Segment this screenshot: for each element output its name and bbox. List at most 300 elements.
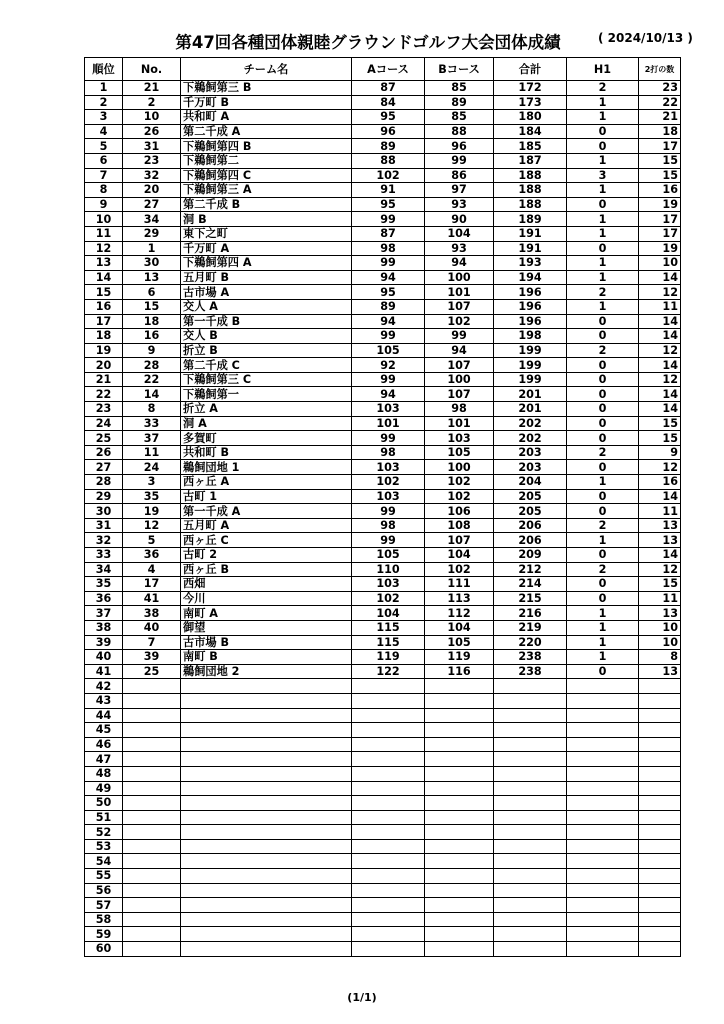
two-strokes-cell: 19 [639, 197, 681, 212]
total-cell: 216 [494, 606, 567, 621]
no-cell: 23 [123, 153, 181, 168]
table-row [85, 475, 681, 490]
b-course-cell [425, 723, 494, 738]
rank-cell: 34 [85, 562, 123, 577]
team-name-cell: 西ヶ丘 A [181, 475, 352, 490]
rank-cell: 7 [85, 168, 123, 183]
no-cell: 9 [123, 343, 181, 358]
no-cell: 41 [123, 591, 181, 606]
rank-cell: 11 [85, 226, 123, 241]
rank-cell: 55 [85, 869, 123, 884]
rank-cell: 5 [85, 139, 123, 154]
total-cell [494, 883, 567, 898]
two-strokes-cell [639, 927, 681, 942]
table-row [85, 912, 681, 927]
team-name-cell: 鵜飼団地 1 [181, 460, 352, 475]
two-strokes-cell: 13 [639, 518, 681, 533]
rank-cell: 40 [85, 650, 123, 665]
table-row [85, 591, 681, 606]
team-name-cell: 下鵜飼第四 C [181, 168, 352, 183]
total-cell [494, 723, 567, 738]
rank-cell: 32 [85, 533, 123, 548]
b-course-cell [425, 752, 494, 767]
table-row [85, 839, 681, 854]
team-name-cell [181, 752, 352, 767]
h1-cell: 1 [567, 212, 639, 227]
rank-cell: 16 [85, 299, 123, 314]
total-cell [494, 942, 567, 957]
rank-cell: 38 [85, 620, 123, 635]
h1-cell [567, 708, 639, 723]
table-row [85, 562, 681, 577]
two-strokes-cell: 8 [639, 650, 681, 665]
h1-cell: 2 [567, 285, 639, 300]
table-row [85, 577, 681, 592]
b-course-cell: 108 [425, 518, 494, 533]
two-strokes-cell: 17 [639, 212, 681, 227]
a-course-cell [352, 723, 425, 738]
rank-cell: 60 [85, 942, 123, 957]
no-cell: 32 [123, 168, 181, 183]
a-course-cell [352, 927, 425, 942]
two-strokes-cell: 19 [639, 241, 681, 256]
no-cell: 6 [123, 285, 181, 300]
h1-cell: 0 [567, 197, 639, 212]
a-course-cell [352, 679, 425, 694]
rank-cell: 12 [85, 241, 123, 256]
h1-cell: 0 [567, 402, 639, 417]
two-strokes-cell [639, 912, 681, 927]
h1-cell [567, 942, 639, 957]
no-cell: 10 [123, 110, 181, 125]
a-course-cell: 92 [352, 358, 425, 373]
table-row [85, 197, 681, 212]
two-strokes-cell: 10 [639, 620, 681, 635]
no-cell: 40 [123, 620, 181, 635]
b-course-cell: 100 [425, 372, 494, 387]
a-course-cell: 105 [352, 343, 425, 358]
team-name-cell: 下鵜飼第一 [181, 387, 352, 402]
h1-cell: 1 [567, 650, 639, 665]
team-name-cell: 共和町 B [181, 445, 352, 460]
no-cell [123, 737, 181, 752]
two-strokes-cell: 13 [639, 606, 681, 621]
rank-cell: 3 [85, 110, 123, 125]
two-strokes-cell [639, 796, 681, 811]
rank-cell: 17 [85, 314, 123, 329]
table-row [85, 781, 681, 796]
b-course-cell: 100 [425, 460, 494, 475]
a-course-cell [352, 912, 425, 927]
team-name-cell: 古町 1 [181, 489, 352, 504]
two-strokes-cell [639, 942, 681, 957]
table-row [85, 942, 681, 957]
table-row [85, 445, 681, 460]
table-row [85, 854, 681, 869]
h1-cell: 0 [567, 372, 639, 387]
a-course-cell: 99 [352, 372, 425, 387]
team-name-cell: 第一千成 B [181, 314, 352, 329]
a-course-cell [352, 766, 425, 781]
total-cell: 201 [494, 387, 567, 402]
h1-cell: 2 [567, 562, 639, 577]
total-cell: 191 [494, 226, 567, 241]
total-cell [494, 752, 567, 767]
b-course-cell: 85 [425, 81, 494, 96]
rank-cell: 54 [85, 854, 123, 869]
h1-cell: 0 [567, 431, 639, 446]
a-course-cell: 103 [352, 489, 425, 504]
two-strokes-cell [639, 810, 681, 825]
total-cell: 188 [494, 197, 567, 212]
table-row [85, 358, 681, 373]
total-cell: 212 [494, 562, 567, 577]
no-cell: 25 [123, 664, 181, 679]
b-course-cell: 106 [425, 504, 494, 519]
b-course-cell [425, 869, 494, 884]
rank-cell: 30 [85, 504, 123, 519]
two-strokes-cell: 12 [639, 460, 681, 475]
team-name-cell [181, 883, 352, 898]
b-course-cell: 113 [425, 591, 494, 606]
two-strokes-cell: 14 [639, 387, 681, 402]
a-course-cell [352, 781, 425, 796]
team-name-cell: 西ヶ丘 C [181, 533, 352, 548]
b-course-cell: 98 [425, 402, 494, 417]
no-cell: 36 [123, 548, 181, 563]
col-rank-header: 順位 [85, 58, 123, 81]
a-course-cell [352, 737, 425, 752]
total-cell: 215 [494, 591, 567, 606]
table-row [85, 723, 681, 738]
two-strokes-cell: 15 [639, 431, 681, 446]
b-course-cell: 107 [425, 299, 494, 314]
event-date: ( 2024/10/13 ) [598, 31, 693, 45]
b-course-cell [425, 693, 494, 708]
table-row [85, 489, 681, 504]
table-row [85, 256, 681, 271]
team-name-cell [181, 942, 352, 957]
a-course-cell: 89 [352, 299, 425, 314]
two-strokes-cell: 9 [639, 445, 681, 460]
no-cell: 14 [123, 387, 181, 402]
two-strokes-cell: 10 [639, 635, 681, 650]
h1-cell: 1 [567, 270, 639, 285]
b-course-cell: 102 [425, 475, 494, 490]
table-row [85, 883, 681, 898]
table-row [85, 504, 681, 519]
team-name-cell [181, 796, 352, 811]
b-course-cell: 93 [425, 241, 494, 256]
rank-cell: 41 [85, 664, 123, 679]
total-cell: 199 [494, 343, 567, 358]
total-cell: 209 [494, 548, 567, 563]
team-name-cell: 鵜飼団地 2 [181, 664, 352, 679]
team-name-cell: 東下之町 [181, 226, 352, 241]
two-strokes-cell [639, 869, 681, 884]
a-course-cell: 96 [352, 124, 425, 139]
table-row [85, 620, 681, 635]
team-name-cell [181, 810, 352, 825]
team-name-cell: 下鵜飼第四 A [181, 256, 352, 271]
no-cell: 3 [123, 475, 181, 490]
team-name-cell: 下鵜飼第二 [181, 153, 352, 168]
table-row [85, 285, 681, 300]
no-cell [123, 693, 181, 708]
total-cell [494, 679, 567, 694]
a-course-cell: 103 [352, 402, 425, 417]
b-course-cell [425, 854, 494, 869]
a-course-cell: 99 [352, 212, 425, 227]
no-cell: 19 [123, 504, 181, 519]
rank-cell: 35 [85, 577, 123, 592]
a-course-cell: 87 [352, 81, 425, 96]
no-cell: 24 [123, 460, 181, 475]
no-cell [123, 766, 181, 781]
total-cell [494, 796, 567, 811]
no-cell: 7 [123, 635, 181, 650]
total-cell [494, 912, 567, 927]
total-cell: 194 [494, 270, 567, 285]
total-cell [494, 839, 567, 854]
total-cell: 205 [494, 504, 567, 519]
no-cell [123, 912, 181, 927]
b-course-cell [425, 766, 494, 781]
total-cell: 199 [494, 358, 567, 373]
no-cell [123, 781, 181, 796]
a-course-cell: 95 [352, 197, 425, 212]
table-row [85, 431, 681, 446]
no-cell [123, 854, 181, 869]
rank-cell: 48 [85, 766, 123, 781]
b-course-cell [425, 898, 494, 913]
team-name-cell: 五月町 B [181, 270, 352, 285]
b-course-cell: 100 [425, 270, 494, 285]
no-cell: 30 [123, 256, 181, 271]
rank-cell: 44 [85, 708, 123, 723]
table-row [85, 226, 681, 241]
a-course-cell: 104 [352, 606, 425, 621]
table-row [85, 416, 681, 431]
a-course-cell: 103 [352, 577, 425, 592]
table-row [85, 124, 681, 139]
team-name-cell: 第一千成 A [181, 504, 352, 519]
h1-cell: 2 [567, 343, 639, 358]
two-strokes-cell [639, 825, 681, 840]
rank-cell: 45 [85, 723, 123, 738]
rank-cell: 13 [85, 256, 123, 271]
two-strokes-cell: 15 [639, 153, 681, 168]
b-course-cell: 86 [425, 168, 494, 183]
b-course-cell: 111 [425, 577, 494, 592]
table-row [85, 168, 681, 183]
rank-cell: 6 [85, 153, 123, 168]
h1-cell: 0 [567, 241, 639, 256]
two-strokes-cell: 16 [639, 475, 681, 490]
b-course-cell: 89 [425, 95, 494, 110]
a-course-cell [352, 810, 425, 825]
b-course-cell: 105 [425, 635, 494, 650]
total-cell: 185 [494, 139, 567, 154]
h1-cell [567, 693, 639, 708]
total-cell: 214 [494, 577, 567, 592]
no-cell [123, 810, 181, 825]
b-course-cell [425, 839, 494, 854]
total-cell [494, 766, 567, 781]
team-name-cell [181, 854, 352, 869]
no-cell: 35 [123, 489, 181, 504]
b-course-cell: 88 [425, 124, 494, 139]
table-row [85, 212, 681, 227]
no-cell: 4 [123, 562, 181, 577]
h1-cell: 1 [567, 620, 639, 635]
a-course-cell: 87 [352, 226, 425, 241]
h1-cell: 3 [567, 168, 639, 183]
no-cell [123, 869, 181, 884]
total-cell: 203 [494, 460, 567, 475]
total-cell: 238 [494, 664, 567, 679]
no-cell: 1 [123, 241, 181, 256]
rank-cell: 27 [85, 460, 123, 475]
table-row [85, 329, 681, 344]
two-strokes-cell [639, 737, 681, 752]
table-row [85, 548, 681, 563]
total-cell [494, 825, 567, 840]
two-strokes-cell: 14 [639, 548, 681, 563]
total-cell: 188 [494, 168, 567, 183]
rank-cell: 10 [85, 212, 123, 227]
two-strokes-cell: 12 [639, 285, 681, 300]
no-cell: 5 [123, 533, 181, 548]
h1-cell: 0 [567, 489, 639, 504]
a-course-cell: 101 [352, 416, 425, 431]
no-cell: 31 [123, 139, 181, 154]
b-course-cell: 99 [425, 329, 494, 344]
a-course-cell: 94 [352, 270, 425, 285]
h1-cell: 0 [567, 358, 639, 373]
two-strokes-cell: 17 [639, 226, 681, 241]
no-cell: 17 [123, 577, 181, 592]
table-row [85, 737, 681, 752]
total-cell: 220 [494, 635, 567, 650]
rank-cell: 19 [85, 343, 123, 358]
b-course-cell: 101 [425, 416, 494, 431]
rank-cell: 24 [85, 416, 123, 431]
total-cell [494, 898, 567, 913]
h1-cell: 1 [567, 110, 639, 125]
no-cell: 28 [123, 358, 181, 373]
table-row [85, 241, 681, 256]
no-cell: 39 [123, 650, 181, 665]
total-cell: 191 [494, 241, 567, 256]
team-name-cell [181, 781, 352, 796]
no-cell: 21 [123, 81, 181, 96]
no-cell: 11 [123, 445, 181, 460]
two-strokes-cell [639, 839, 681, 854]
no-cell [123, 839, 181, 854]
total-cell [494, 693, 567, 708]
rank-cell: 53 [85, 839, 123, 854]
h1-cell: 0 [567, 548, 639, 563]
no-cell: 18 [123, 314, 181, 329]
rank-cell: 52 [85, 825, 123, 840]
team-name-cell: 南町 B [181, 650, 352, 665]
a-course-cell: 122 [352, 664, 425, 679]
two-strokes-cell: 12 [639, 372, 681, 387]
team-name-cell: 第二千成 A [181, 124, 352, 139]
no-cell [123, 825, 181, 840]
two-strokes-cell: 11 [639, 299, 681, 314]
total-cell: 196 [494, 314, 567, 329]
team-name-cell: 下鵜飼第三 B [181, 81, 352, 96]
rank-cell: 36 [85, 591, 123, 606]
two-strokes-cell [639, 752, 681, 767]
two-strokes-cell: 14 [639, 270, 681, 285]
table-row [85, 679, 681, 694]
rank-cell: 26 [85, 445, 123, 460]
team-name-cell: 第二千成 C [181, 358, 352, 373]
team-name-cell: 南町 A [181, 606, 352, 621]
team-name-cell [181, 898, 352, 913]
total-cell [494, 869, 567, 884]
two-strokes-cell [639, 723, 681, 738]
b-course-cell [425, 942, 494, 957]
table-row [85, 270, 681, 285]
table-row [85, 650, 681, 665]
team-name-cell: 多賀町 [181, 431, 352, 446]
b-course-cell: 102 [425, 562, 494, 577]
b-course-cell [425, 912, 494, 927]
rank-cell: 43 [85, 693, 123, 708]
team-name-cell: 洞 A [181, 416, 352, 431]
table-row [85, 708, 681, 723]
table-row [85, 387, 681, 402]
total-cell: 196 [494, 285, 567, 300]
h1-cell [567, 781, 639, 796]
team-name-cell [181, 737, 352, 752]
total-cell: 204 [494, 475, 567, 490]
b-course-cell: 103 [425, 431, 494, 446]
h1-cell [567, 883, 639, 898]
h1-cell [567, 796, 639, 811]
team-name-cell: 下鵜飼第三 A [181, 183, 352, 198]
table-row [85, 752, 681, 767]
rank-cell: 23 [85, 402, 123, 417]
two-strokes-cell: 15 [639, 416, 681, 431]
table-row [85, 766, 681, 781]
results-body [85, 81, 681, 957]
two-strokes-cell: 11 [639, 591, 681, 606]
a-course-cell: 119 [352, 650, 425, 665]
total-cell: 193 [494, 256, 567, 271]
a-course-cell [352, 752, 425, 767]
total-cell: 205 [494, 489, 567, 504]
h1-cell: 1 [567, 606, 639, 621]
header-row [85, 58, 681, 81]
total-cell: 196 [494, 299, 567, 314]
a-course-cell [352, 796, 425, 811]
team-name-cell [181, 839, 352, 854]
a-course-cell: 99 [352, 256, 425, 271]
rank-cell: 37 [85, 606, 123, 621]
b-course-cell: 85 [425, 110, 494, 125]
rank-cell: 21 [85, 372, 123, 387]
col-no-header: No. [123, 58, 181, 81]
two-strokes-cell [639, 693, 681, 708]
table-row [85, 518, 681, 533]
h1-cell [567, 766, 639, 781]
a-course-cell: 102 [352, 591, 425, 606]
